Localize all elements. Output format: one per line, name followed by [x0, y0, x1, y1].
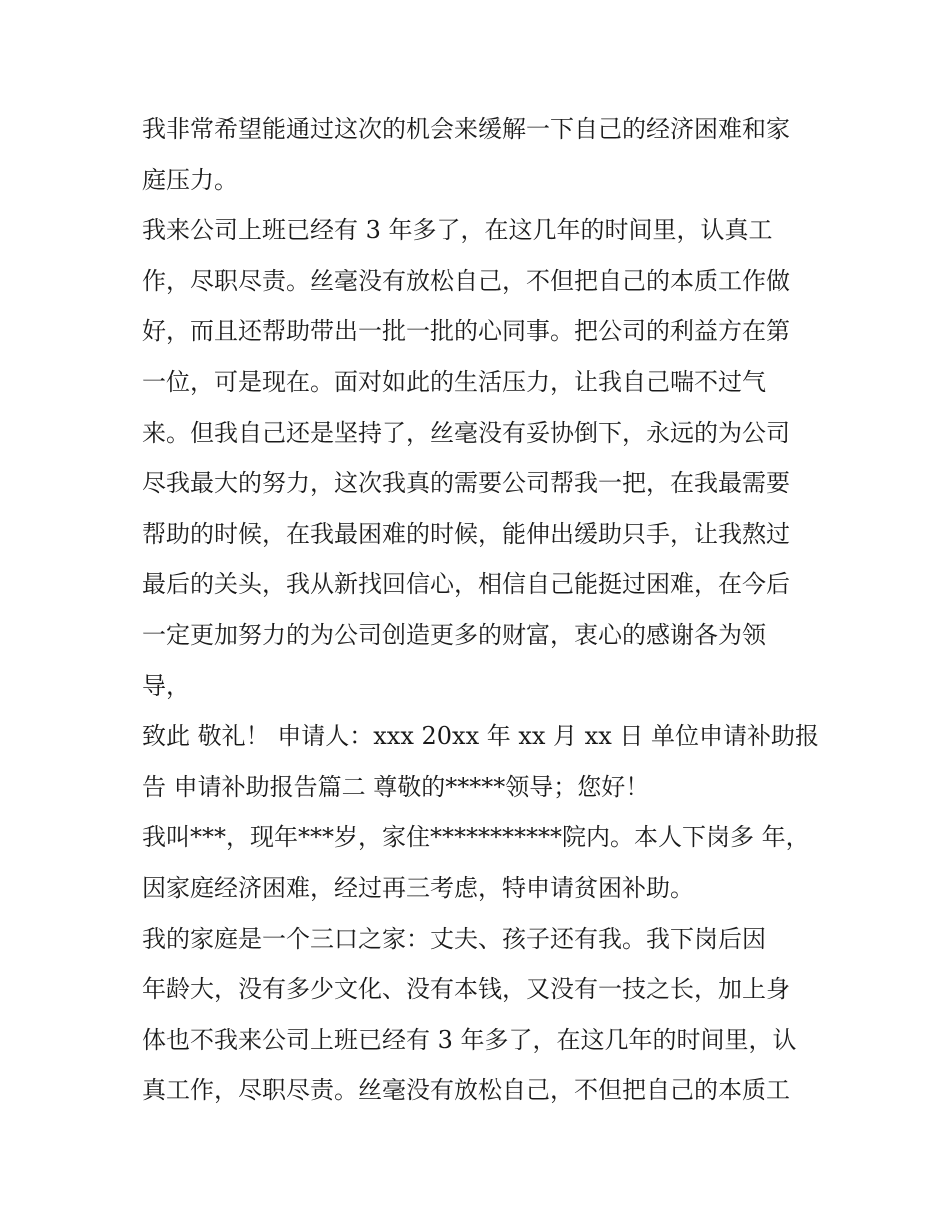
text-line: 体也不我来公司上班已经有 3 年多了，在这几年的时间里，认 — [142, 1025, 797, 1054]
document-body — [142, 104, 818, 1116]
text-line: 庭压力。 — [142, 165, 238, 194]
text-line: 真工作，尽职尽责。丝毫没有放松自己，不但把自己的本质工 — [142, 1076, 790, 1105]
text-line: 一定更加努力的为公司创造更多的财富，衷心的感谢各为领 — [142, 620, 766, 649]
text-line: 我的家庭是一个三口之家：丈夫、孩子还有我。我下岗后因 — [142, 924, 766, 953]
text-line: 我来公司上班已经有 3 年多了，在这几年的时间里，认真工 — [142, 216, 773, 245]
text-line: 导， — [142, 671, 190, 700]
text-line: 致此 敬礼！ 申请人：xxx 20xx 年 xx 月 xx 日 单位申请补助报 — [142, 722, 820, 751]
text-line: 来。但我自己还是坚持了，丝毫没有妥协倒下，永远的为公司 — [142, 418, 790, 447]
text-line: 因家庭经济困难，经过再三考虑，特申请贫困补助。 — [142, 873, 694, 902]
text-line: 帮助的时候，在我最困难的时候，能伸出缓助只手，让我熬过 — [142, 519, 790, 548]
text-line: 作，尽职尽责。丝毫没有放松自己，不但把自己的本质工作做 — [142, 266, 790, 295]
text-line: 年龄大，没有多少文化、没有本钱，又没有一技之长，加上身 — [142, 975, 790, 1004]
text-line: 尽我最大的努力，这次我真的需要公司帮我一把，在我最需要 — [142, 469, 790, 498]
text-line: 告 申请补助报告篇二 尊敬的*****领导；您好！ — [142, 772, 650, 801]
text-line: 好，而且还帮助带出一批一批的心同事。把公司的利益方在第 — [142, 317, 790, 346]
text-line: 一位，可是现在。面对如此的生活压力，让我自己喘不过气 — [142, 367, 766, 396]
text-line: 最后的关头，我从新找回信心，相信自己能挺过困难，在今后 — [142, 570, 790, 599]
text-line: 我非常希望能通过这次的机会来缓解一下自己的经济困难和家 — [142, 115, 790, 143]
text-line: 我叫***，现年***岁，家住***********院内。本人下岗多 年， — [142, 823, 810, 852]
